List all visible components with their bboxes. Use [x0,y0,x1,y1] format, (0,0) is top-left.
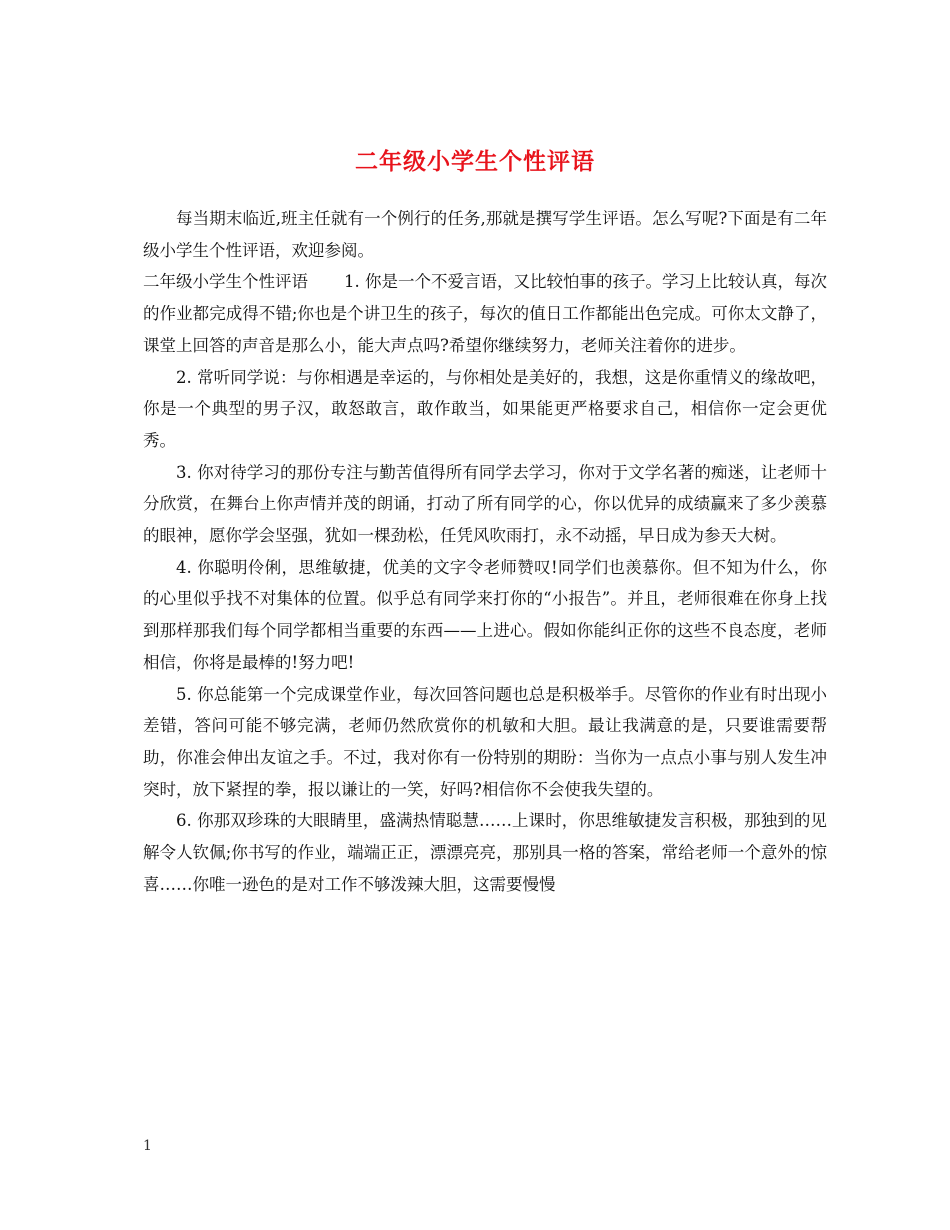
document-body [143,203,827,900]
evaluation-item-6: 6. 你那双珍珠的大眼睛里，盛满热情聪慧……上课时，你思维敏捷发言积极，那独到的见解令人钦佩;你书写的作业，端端正正，漂漂亮亮，那别具一格的答案，常给老师一个意外的惊喜……你唯一逊色的是对工作不够泼辣大胆，这需要慢慢 [143,811,827,894]
evaluation-item-3: 3. 你对待学习的那份专注与勤苦值得所有同学去学习，你对于文学名著的痴迷，让老师十分欣赏，在舞台上你声情并茂的朗诵，打动了所有同学的心，你以优异的成绩赢来了多少羡慕的眼神，愿你学会坚强，犹如一棵劲松，任凭风吹雨打，永不动摇，早日成为参天大树。 [143,462,827,546]
evaluation-item-5: 5. 你总能第一个完成课堂作业，每次回答问题也总是积极举手。尽管你的作业有时出现小差错，答问可能不够完满，老师仍然欣赏你的机敏和大胆。最让我满意的是，只要谁需要帮助，你准会伸出友谊之手。不过，我对你有一份特别的期盼：当你为一点点小事与别人发生冲突时，放下紧捏的拳，报以谦让的一笑，好吗?相信你不会使我失望的。 [143,684,827,799]
intro-paragraph: 每当期末临近,班主任就有一个例行的任务,那就是撰写学生评语。怎么写呢?下面是有二年级小学生个性评语，欢迎参阅。 [143,209,827,260]
evaluation-item-4: 4. 你聪明伶俐，思维敏捷，优美的文字令老师赞叹!同学们也羡慕你。但不知为什么，你的心里似乎找不对集体的位置。似乎总有同学来打你的“小报告”。并且，老师很难在你身上找到那样那我们每个同学都相当重要的东西——上进心。假如你能纠正你的这些不良态度，老师相信，你将是最棒的!努力吧! [143,557,827,672]
section-heading: 二年级小学生个性评语 [143,272,308,292]
evaluation-item-2: 2. 常听同学说：与你相遇是幸运的，与你相处是美好的，我想，这是你重情义的缘故吧，你是一个典型的男子汉，敢怒敢言，敢作敢当，如果能更严格要求自己，相信你一定会更优秀。 [143,367,827,450]
page-title: 二年级小学生个性评语 [355,148,595,176]
page-number: 1 [143,1138,152,1154]
evaluation-item-1 [143,266,827,361]
evaluation-item-1-text: 1. 你是一个不爱言语，又比较怕事的孩子。学习上比较认真，每次的作业都完成得不错;你也是个讲卫生的孩子，每次的值日工作都能出色完成。可你太文静了，课堂上回答的声音是那么小，能大声点吗?希望你继续努力，老师关注着你的进步。 [143,272,827,355]
